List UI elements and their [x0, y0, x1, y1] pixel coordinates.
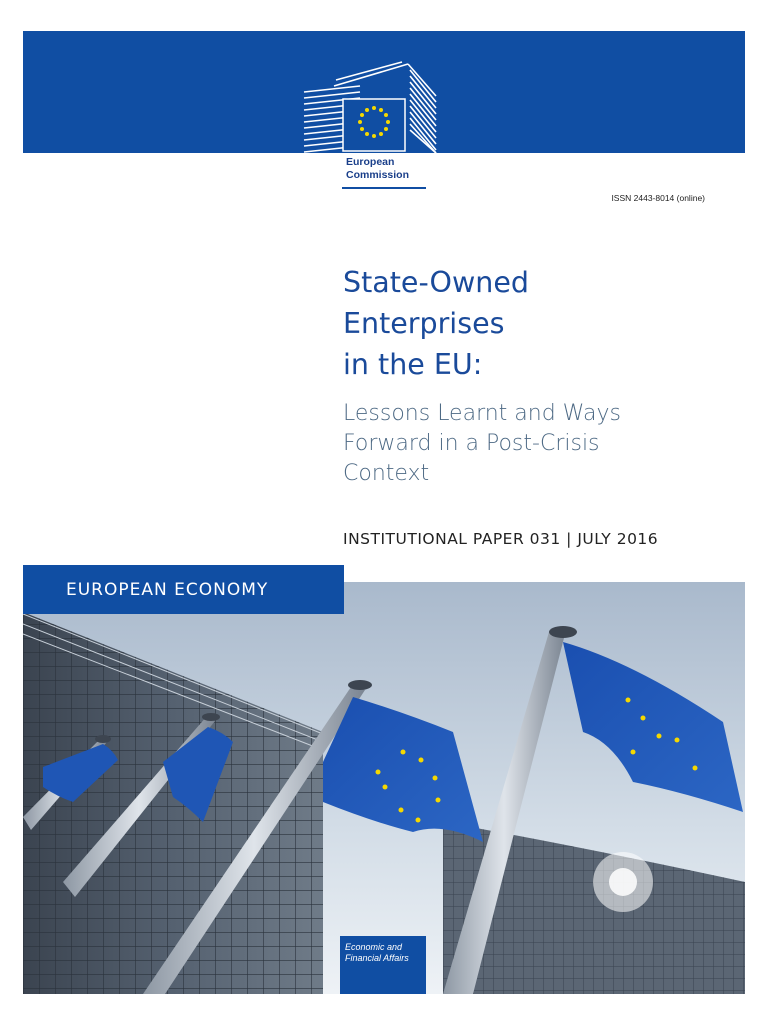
- cover-photo: [23, 579, 745, 994]
- publisher-name: [346, 156, 409, 182]
- publisher-line-1: European: [346, 156, 395, 168]
- title-line-3: in the EU:: [343, 348, 483, 381]
- dg-name: [345, 942, 409, 964]
- dg-badge: [340, 936, 426, 994]
- subtitle-line-1: Lessons Learnt and Ways: [343, 401, 621, 426]
- collection-label: EUROPEAN ECONOMY: [66, 579, 269, 600]
- subtitle-line-3: Context: [343, 461, 430, 486]
- report-subtitle: [343, 399, 743, 489]
- logo-underline: [342, 187, 426, 189]
- collection-band: [23, 565, 344, 614]
- series-info: INSTITUTIONAL PAPER 031 | JULY 2016: [343, 530, 659, 548]
- dg-line-2: Financial Affairs: [345, 953, 409, 963]
- dg-line-1: Economic and: [345, 942, 403, 952]
- issn-number: ISSN 2443-8014 (online): [611, 193, 705, 203]
- title-line-2: Enterprises: [343, 307, 505, 340]
- subtitle-line-2: Forward in a Post-Crisis: [343, 431, 600, 456]
- report-title: [343, 262, 743, 385]
- publisher-line-2: Commission: [346, 169, 410, 181]
- title-line-1: State-Owned: [343, 266, 529, 299]
